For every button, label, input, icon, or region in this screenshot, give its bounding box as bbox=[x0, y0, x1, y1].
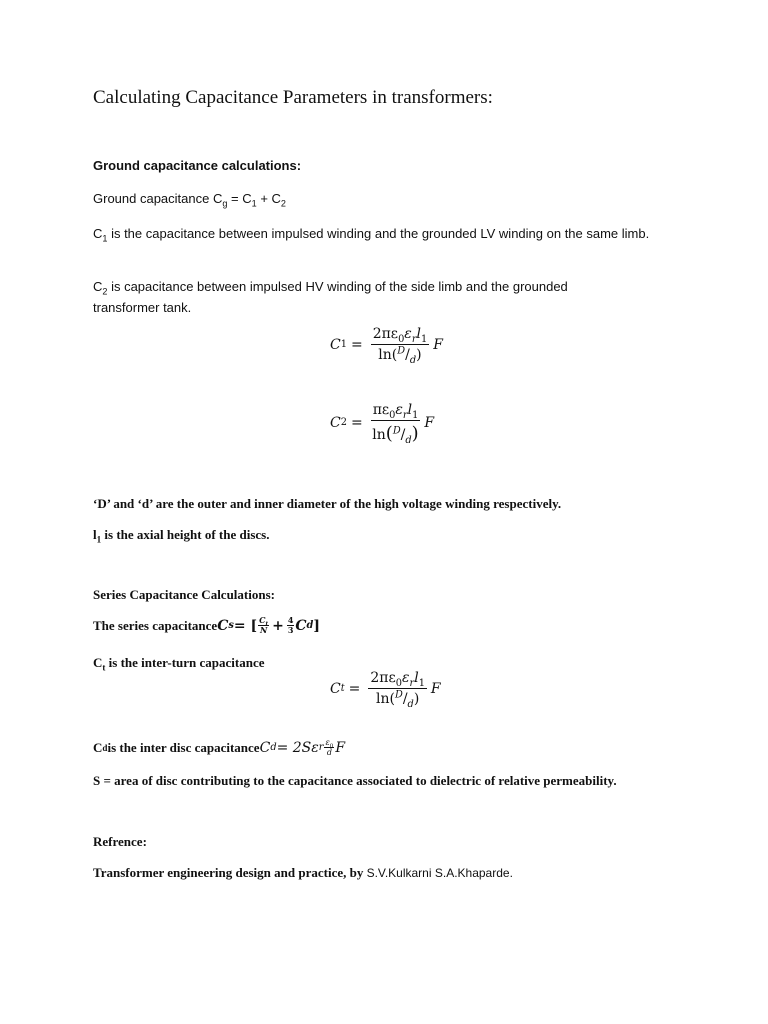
reference-heading: Refrence: bbox=[93, 834, 147, 849]
equation-c1: C 1 = $\frac{2\pi\varepsilon_0\varepsilon_rl_1}{\ln(^D/_d)}$ F bbox=[330, 326, 443, 366]
equation-c2: C 2 = $\frac{\pi\varepsilon_0\varepsilon_rl_1}{\ln(^D/_d)}$ F bbox=[330, 402, 435, 446]
series-formula: The series capacitance C s = [ $\frac{C_t}{N}$ + $\frac{4}{3}$ C d ] bbox=[93, 615, 321, 635]
ground-formula: Ground capacitance $C_g = C_1 + C_2$ bbox=[93, 191, 286, 209]
c2-description: $C_2$ is capacitance between impulsed HV winding of the side limb and the grounded transformer tank. bbox=[93, 279, 568, 315]
c1-description: $C_1$ is the capacitance between impulsed winding and the grounded LV winding on the same limb. bbox=[93, 226, 650, 244]
s-note: S = area of disc contributing to the capacitance associated to dielectric of relative permeability. bbox=[93, 773, 617, 788]
ct-description: $C_t$ is the inter-turn capacitance bbox=[93, 655, 265, 673]
equation-ct: C t = $\frac{2\pi\varepsilon_0\varepsilon_rl_1}{\ln(^D/_d)}$ F bbox=[330, 670, 441, 710]
ct-fraction: $\frac{2\pi\varepsilon_0\varepsilon_rl_1}{\ln(^D/_d)}$ bbox=[370, 670, 425, 710]
reference-citation: Transformer engineering design and practice, by S.V.Kulkarni S.A.Khaparde. bbox=[93, 865, 513, 880]
c2-fraction: $\frac{\pi\varepsilon_0\varepsilon_rl_1}{\ln(^D/_d)}$ bbox=[372, 402, 419, 446]
l1-note: $l_1$ is the axial height of the discs. bbox=[93, 527, 270, 545]
page-title: Calculating Capacitance Parameters in transformers: bbox=[93, 87, 493, 108]
c1-fraction: $\frac{2\pi\varepsilon_0\varepsilon_rl_1}{\ln(^D/_d)}$ bbox=[372, 326, 428, 366]
series-heading: Series Capacitance Calculations: bbox=[93, 587, 275, 602]
ground-heading: Ground capacitance calculations: bbox=[93, 158, 302, 173]
cd-description: C d is the inter disc capacitance C d = 2Sε r $\frac{\varepsilon_0}{d}$ F bbox=[93, 738, 346, 757]
diameters-note: ‘D’ and ‘d’ are the outer and inner diameter of the high voltage winding respectively. bbox=[93, 496, 562, 511]
